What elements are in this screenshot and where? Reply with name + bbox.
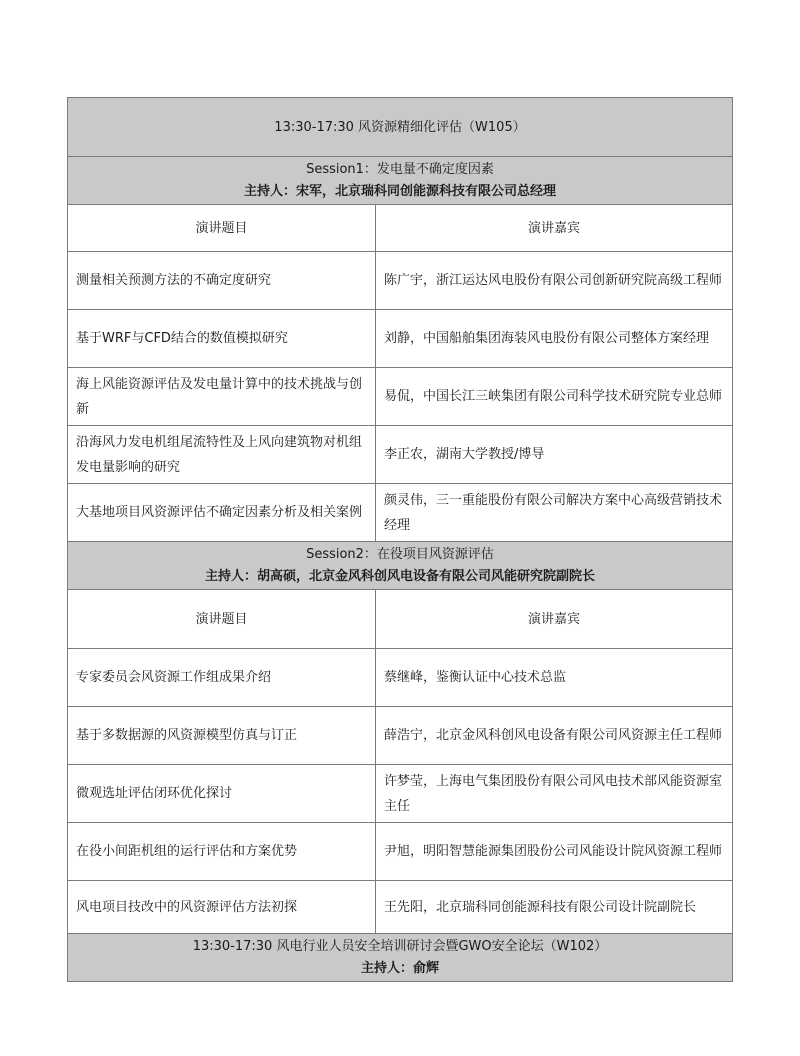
speaker-cell: 李正农，湖南大学教授/博导	[376, 426, 733, 484]
agenda-table	[67, 97, 733, 982]
agenda-table-wrapper	[67, 97, 732, 982]
session2-col-speaker: 演讲嘉宾	[376, 590, 733, 649]
session2-header	[68, 542, 733, 590]
speaker-cell: 蔡继峰，鉴衡认证中心技术总监	[376, 649, 733, 707]
session2-host: 主持人：胡高硕，北京金风科创风电设备有限公司风能研究院副院长	[205, 568, 596, 584]
table-row	[68, 426, 733, 484]
session-next-header	[68, 934, 733, 982]
session1-host: 主持人：宋军，北京瑞科同创能源科技有限公司总经理	[244, 183, 557, 199]
speaker-cell: 颜灵伟，三一重能股份有限公司解决方案中心高级营销技术经理	[376, 484, 733, 542]
session-next-host: 主持人：俞辉	[361, 960, 440, 976]
topic-cell: 大基地项目风资源评估不确定因素分析及相关案例	[68, 484, 376, 542]
speaker-cell: 薛浩宁，北京金风科创风电设备有限公司风资源主任工程师	[376, 707, 733, 765]
table-row	[68, 368, 733, 426]
topic-cell: 基于WRF与CFD结合的数值模拟研究	[68, 310, 376, 368]
session1-col-topic: 演讲题目	[68, 205, 376, 252]
speaker-cell: 许梦莹，上海电气集团股份有限公司风电技术部风能资源室主任	[376, 765, 733, 823]
session-main-title: 13:30-17:30 风资源精细化评估（W105）	[274, 119, 526, 135]
topic-cell: 风电项目技改中的风资源评估方法初探	[68, 881, 376, 934]
table-row	[68, 484, 733, 542]
table-row	[68, 707, 733, 765]
speaker-cell: 尹旭，明阳智慧能源集团股份公司风能设计院风资源工程师	[376, 823, 733, 881]
topic-cell: 专家委员会风资源工作组成果介绍	[68, 649, 376, 707]
session1-col-speaker: 演讲嘉宾	[376, 205, 733, 252]
table-row	[68, 765, 733, 823]
session-main-header	[68, 98, 733, 157]
table-row	[68, 649, 733, 707]
topic-cell: 基于多数据源的风资源模型仿真与订正	[68, 707, 376, 765]
table-row	[68, 252, 733, 310]
session1-header	[68, 157, 733, 205]
session1-title: Session1：发电量不确定度因素	[306, 161, 494, 177]
table-row	[68, 823, 733, 881]
topic-cell: 沿海风力发电机组尾流特性及上风向建筑物对机组发电量影响的研究	[68, 426, 376, 484]
topic-cell: 海上风能资源评估及发电量计算中的技术挑战与创新	[68, 368, 376, 426]
topic-cell: 在役小间距机组的运行评估和方案优势	[68, 823, 376, 881]
table-row	[68, 881, 733, 934]
table-row	[68, 310, 733, 368]
session2-title: Session2：在役项目风资源评估	[306, 546, 494, 562]
session-next-title: 13:30-17:30 风电行业人员安全培训研讨会暨GWO安全论坛（W102）	[192, 938, 608, 954]
speaker-cell: 陈广宇，浙江运达风电股份有限公司创新研究院高级工程师	[376, 252, 733, 310]
topic-cell: 测量相关预测方法的不确定度研究	[68, 252, 376, 310]
session2-col-topic: 演讲题目	[68, 590, 376, 649]
speaker-cell: 王先阳，北京瑞科同创能源科技有限公司设计院副院长	[376, 881, 733, 934]
speaker-cell: 刘静，中国船舶集团海装风电股份有限公司整体方案经理	[376, 310, 733, 368]
speaker-cell: 易侃，中国长江三峡集团有限公司科学技术研究院专业总师	[376, 368, 733, 426]
topic-cell: 微观选址评估闭环优化探讨	[68, 765, 376, 823]
